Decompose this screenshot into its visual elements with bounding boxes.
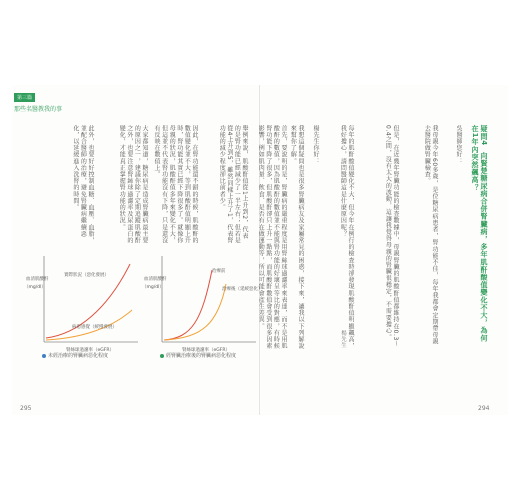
chart-treated-svg (142, 250, 263, 360)
letter-paragraph-2: 我母親今年60多歲，是位糖尿病患者，腎功能不佳，每年我都會定期帶母親去醫院做腎臟檢查。 (423, 125, 438, 346)
reply-paragraph-3: 首先，要說明的是，腎臟病的嚴重程度是用腎絲球過濾率來表達，而不是用肌酸酐的數值，因為肌酸酐的數值並不能與腎功能的好壞呈等比的對應，有時候腎功能下降了很多，但肌酸酐卻只上升一點點，而肌酸酐數值會受到很多因素影響，例如肌肉量、飲食、是否有在做運動等，所以可能會產生差異。 (257, 125, 287, 350)
legend-label: 未經治療的腎臟病惡化程度 (48, 353, 109, 359)
reply-paragraph-2: 我想這個疑問也是很多腎臟病友及家屬常見的困惑，接下來，讓我以下列解說來幫你了解。 (289, 125, 304, 350)
body-paragraph-4: 此外，也要好好控制血糖、血壓、血脂，並配合醫師的治療，避免腎臟病繼續惡化，以延緩進入洗腎的時間。 (71, 125, 94, 244)
chapter-title: 那些名醫教我的事 (14, 106, 63, 113)
page-number-left: 295 (20, 405, 32, 412)
chapter-badge: 第三篇 (14, 93, 35, 102)
legend-dot-icon (160, 354, 164, 358)
page-number-right: 294 (478, 405, 490, 412)
legend-label: 經腎臟治療後的腎臟病惡化程度 (166, 353, 237, 359)
body-paragraph-3: 大家都知道，糖尿病是造成腎臟病最主要的原因之一，建議你除了定期追蹤肌酸酐之外，也要注意腎絲球過濾率及尿蛋白的變化，才能真正掌握腎功能的狀況。 (118, 125, 148, 244)
reply-paragraph-1: 楊先生你好： (312, 125, 319, 165)
chart-untreated (22, 250, 142, 360)
x-axis-label: 腎絲球過濾率（eGFR） (66, 348, 114, 353)
chart-treated-legend (160, 352, 236, 359)
label-actual: 實際狀況（惡化發展） (64, 273, 109, 278)
body-paragraph-1: 舉例來說，肌酸酐值從1上升到2，代表的是腎功能已經減少了一半左右；但若是從4上升到5，雖然同樣上升了1，代表腎功能的減少程度卻比前者少。 (218, 125, 248, 244)
letter-signature: 楊先生 (340, 330, 346, 349)
chart-untreated-svg (22, 250, 142, 360)
chart-untreated-legend (42, 352, 108, 359)
letter-paragraph-1: 吳醫師您好： (455, 125, 462, 165)
body-paragraph-2: 因此，在腎功能還不錯的時候，肌酸酐的數值變化並不大，等到肌酸酐值明顯上升時，腎功能其實已經下降很多了。就像你母親的狀況，肌酸酐值多年來變化不大，但這並不代表腎功能沒有下降，只是還沒有反映在數值上。 (153, 125, 198, 244)
y-axis-label: 血清肌酸酐 (144, 277, 167, 282)
curve-treated (164, 284, 226, 340)
curve-untreated (164, 270, 212, 340)
chart-treated (142, 250, 263, 360)
x-axis-label: 腎絲球過濾率（eGFR） (182, 348, 230, 353)
y-axis-unit: （mg/dl） (142, 285, 164, 290)
label-observed: 病患感覺（緩慢發展） (72, 325, 117, 330)
legend-dot-icon (42, 354, 46, 358)
label-untreated: 治療前 (212, 269, 226, 274)
chapter-tag (14, 93, 62, 113)
label-treated: 治療後（延緩惡化） (222, 287, 263, 292)
y-axis-label: 血清肌酸酐 (26, 277, 49, 282)
letter-paragraph-4: 每年的肌酐酸值變化不大，但今年在例行的檢查時卻發現肌酸酐值明顯飆高，我好擔心，請問醫師這是什麼原因呢？ (339, 125, 354, 350)
question-title: 疑問4 向賢楚糖尿病合併腎臟病，多年肌酐酸值變化不大，為何在1年內突然飆高？ (471, 125, 488, 342)
y-axis-unit: （mg/dl） (24, 285, 46, 290)
letter-paragraph-3: 但是，在近幾年腎臟功能的檢查數據中，母親腎臟的肌酸酐值都維持在0.3～0.4之間，沒有太大的波動，這讓我覺得母親的腎臟很穩定，不需要擔心。 (384, 125, 399, 348)
